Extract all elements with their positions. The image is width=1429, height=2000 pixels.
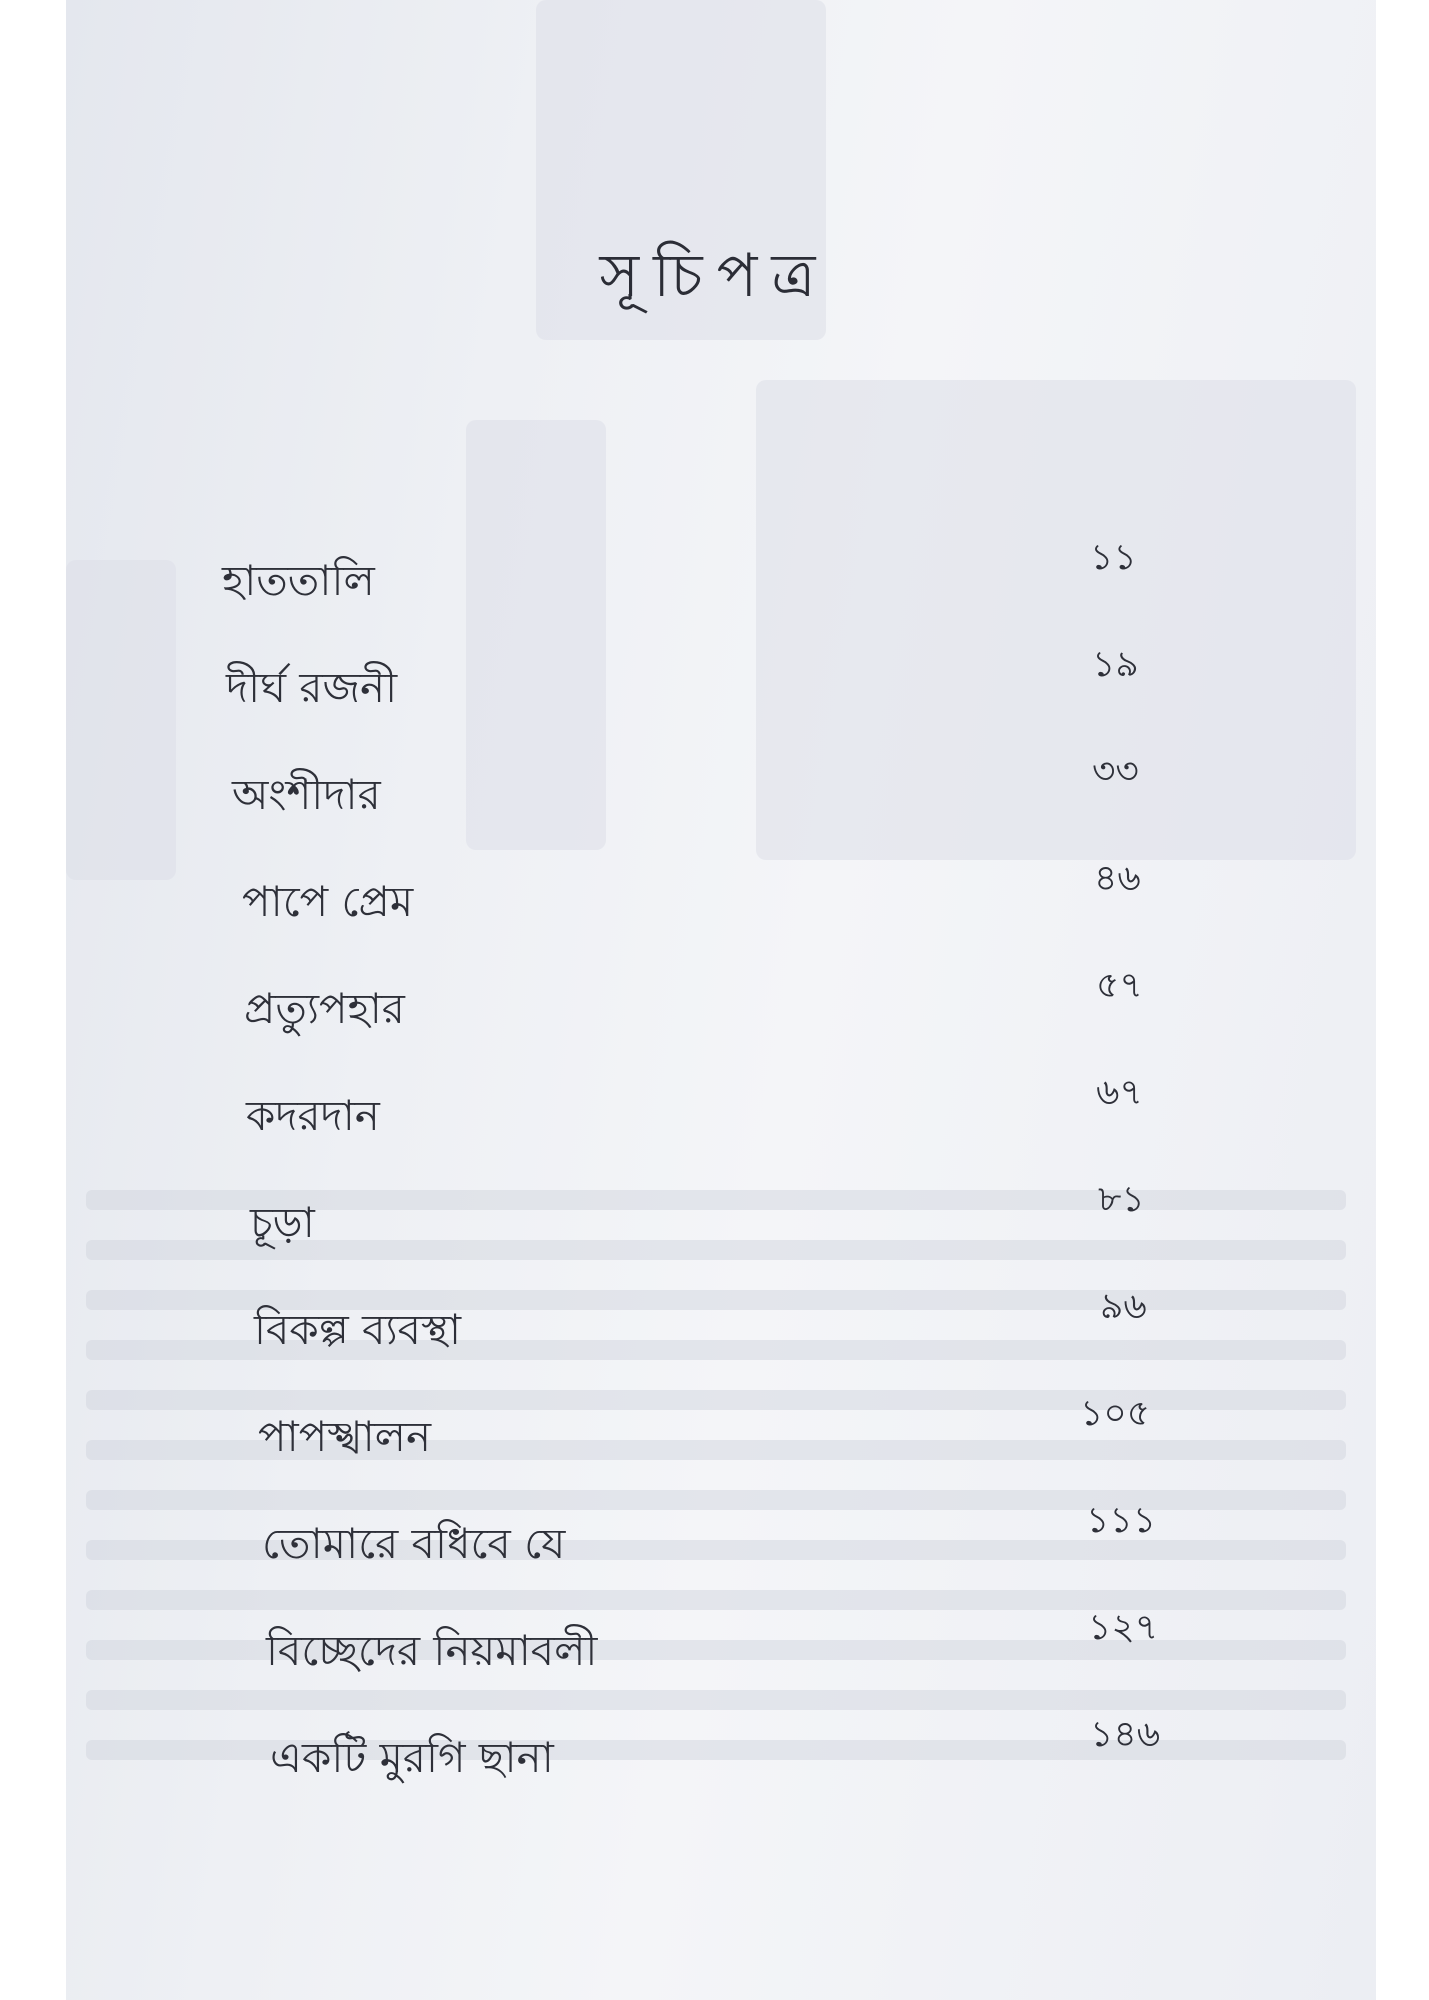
toc-entry-title: হাততালি [222,556,375,605]
toc-entry-page: ১১১ [1086,1500,1157,1541]
toc-entry-title: পাপে প্রেম [242,877,414,926]
toc-entry-page: ৪৬ [1094,858,1141,899]
toc-entry-title: দীর্ঘ রজনী [226,663,398,712]
toc-entry-title: প্রত্যুপহার [244,984,405,1033]
toc-entry-title: পাপস্খালন [258,1412,432,1461]
toc-entry-title: একটি মুরগি ছানা [270,1733,554,1782]
toc-entry-page: ৮১ [1098,1179,1145,1220]
toc-entry-page: ৯৬ [1100,1286,1147,1327]
toc-entry-title: অংশীদার [232,770,381,819]
toc-entry-title: কদরদান [246,1091,380,1140]
toc-entry-page: ১৪৬ [1090,1714,1161,1755]
toc-entry-page: ১১ [1090,537,1137,578]
toc-entry-page: ১৯ [1092,644,1139,685]
toc-entry-page: ৬৭ [1096,1072,1143,1113]
toc-entry-title: বিচ্ছেদের নিয়মাবলী [266,1626,598,1675]
toc-entry-page: ৫৭ [1096,965,1143,1006]
toc-entry-page: ১২৭ [1088,1607,1159,1648]
toc-entry-title: বিকল্প ব্যবস্থা [254,1305,462,1354]
toc-entry-page: ১০৫ [1080,1393,1151,1434]
page-title: সূচিপত্র [599,241,830,311]
toc-entry-title: তোমারে বধিবে যে [262,1519,566,1568]
toc-entry-title: চূড়া [250,1198,315,1247]
toc-entry-page: ৩৩ [1092,751,1139,792]
